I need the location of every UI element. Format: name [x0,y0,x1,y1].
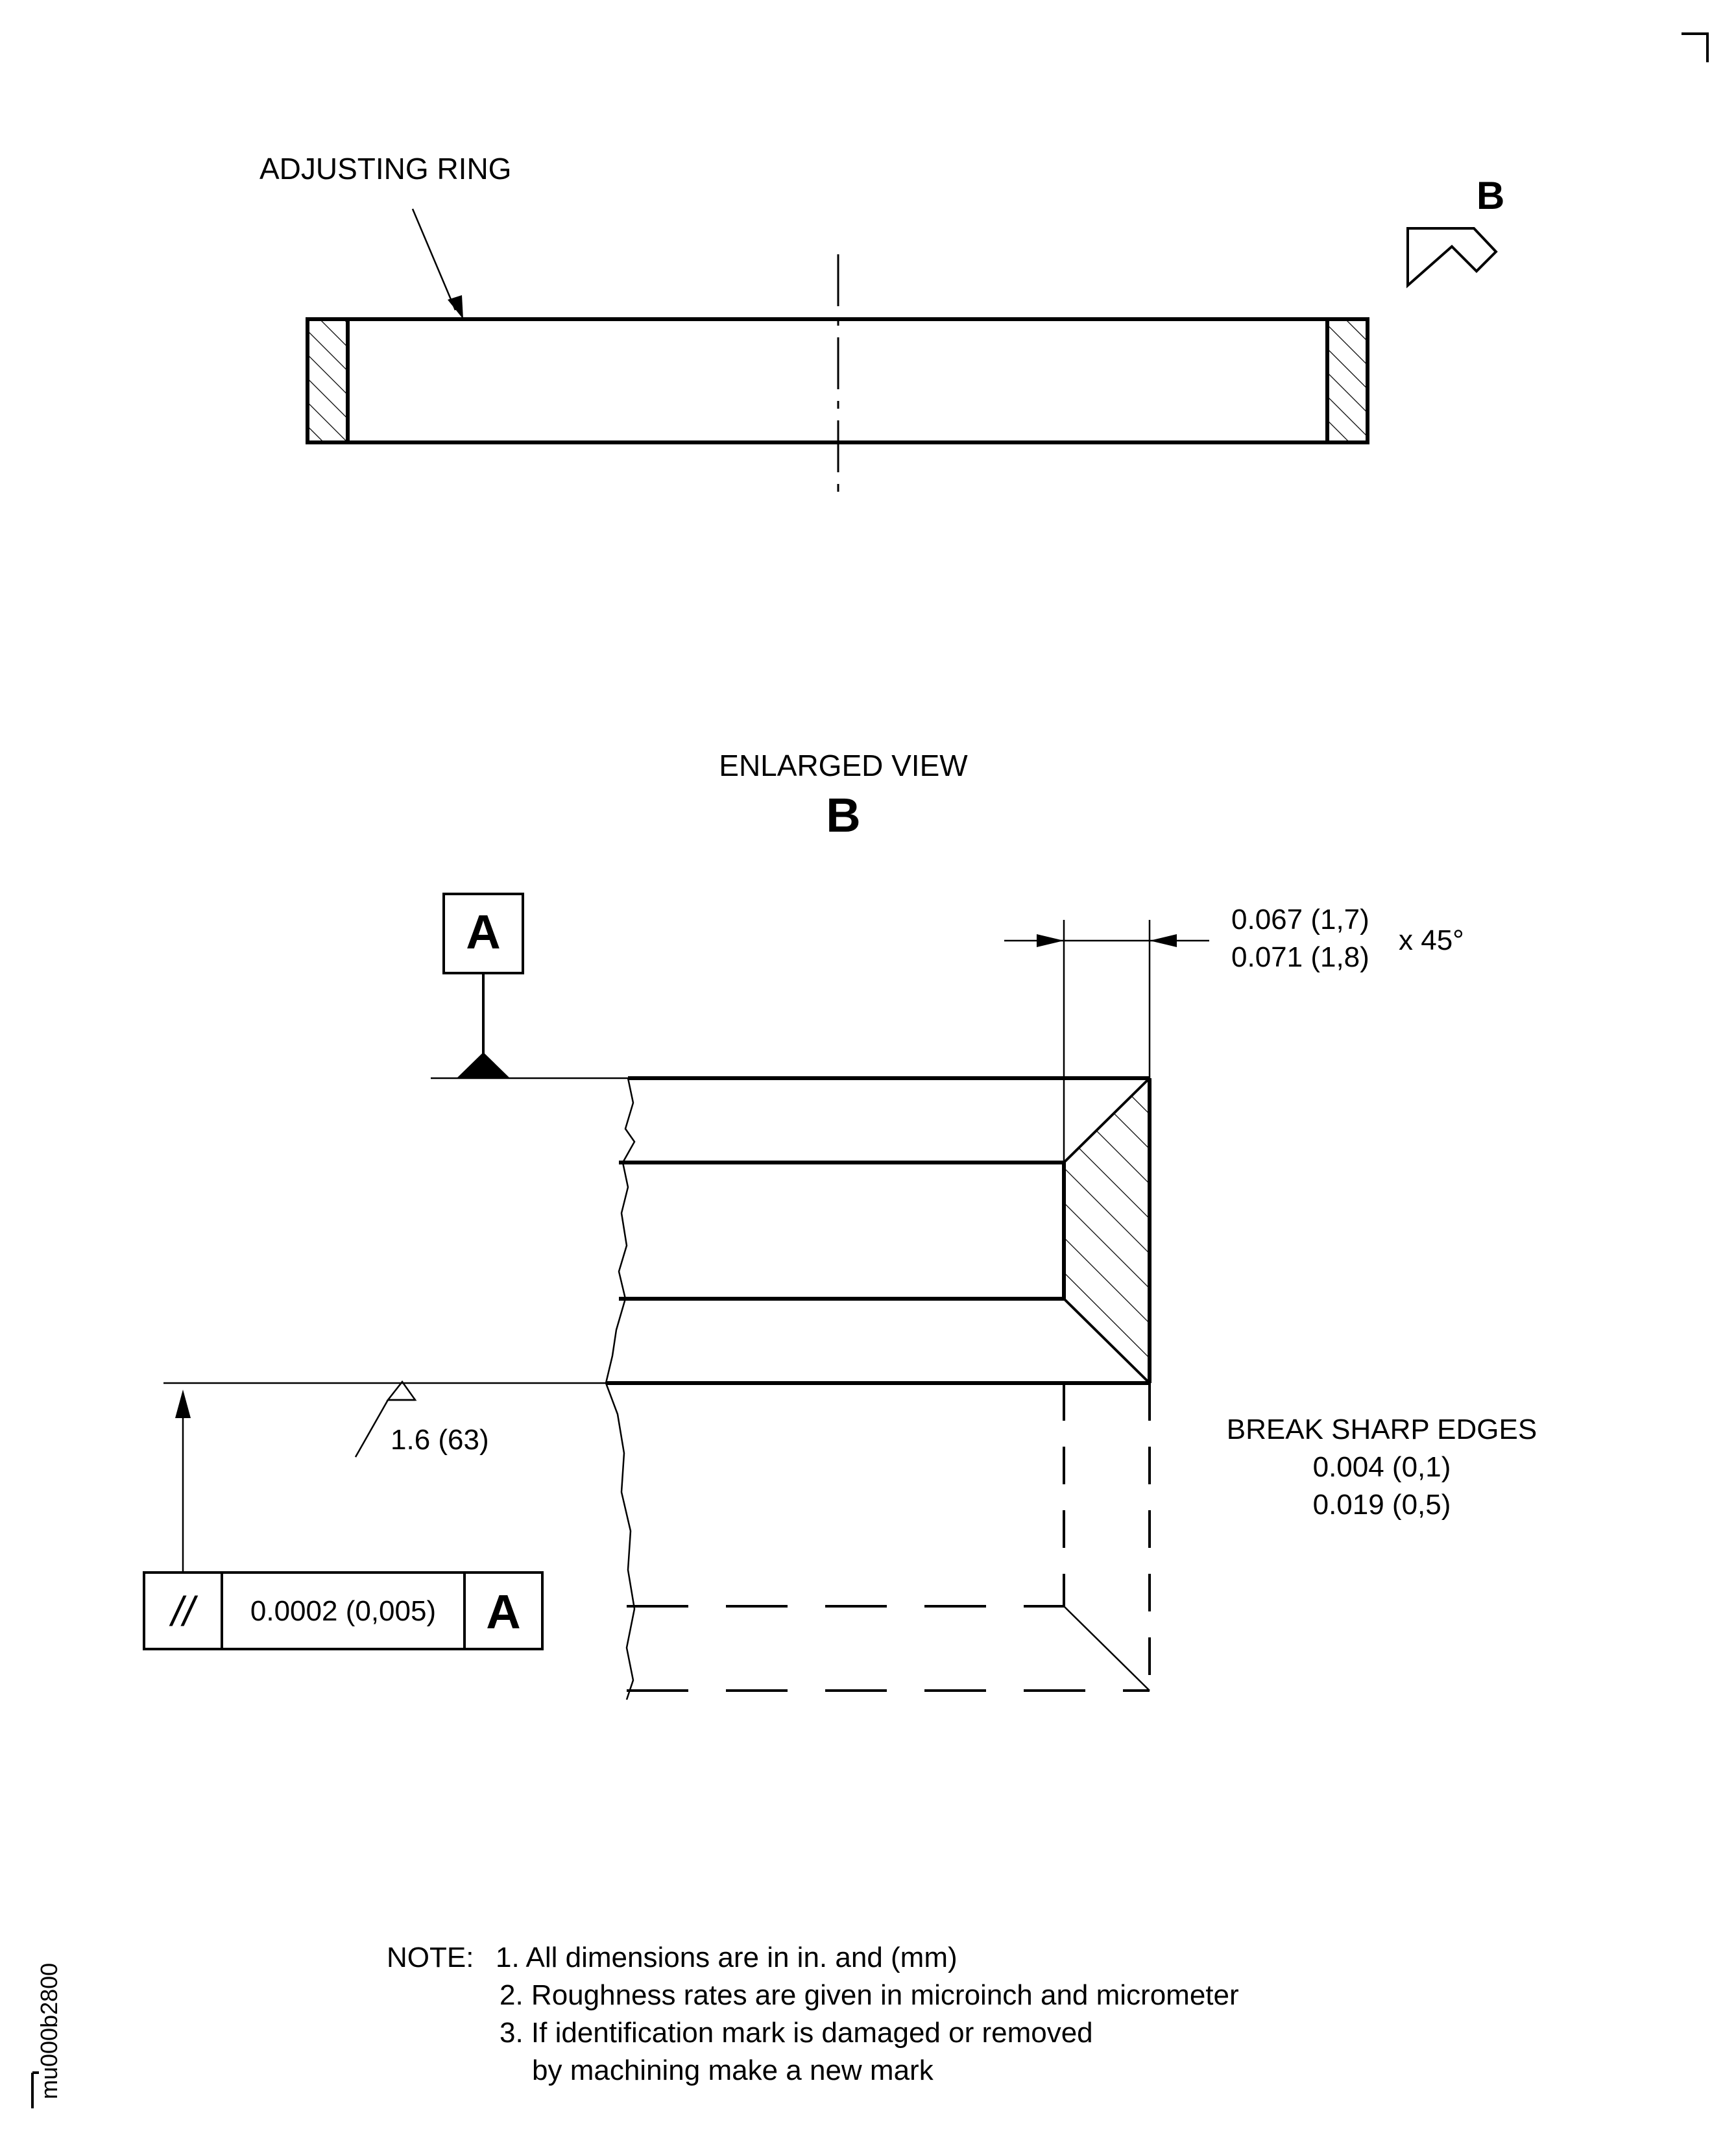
enlarged-view-title: ENLARGED VIEW [719,749,968,782]
note-item: 3. If identification mark is damaged or removed [500,2017,1093,2049]
note-item: 2. Roughness rates are given in microinch and micrometer [500,1979,1239,2011]
chamfer-angle: x 45° [1399,924,1464,956]
parallelism-symbol-icon: // [171,1588,195,1635]
enlarged-view-letter: B [826,788,861,842]
datum-triangle-icon [457,1052,510,1078]
view-arrow-icon [1408,228,1496,285]
figure-id: mu000b2800 [36,1962,62,2099]
break-edges-line-1: 0.004 (0,1) [1312,1451,1451,1483]
tolerance-datum: A [486,1585,521,1639]
chamfer-line-1: 0.067 (1,7) [1231,904,1369,935]
note-item: by machining make a new mark [532,2055,934,2086]
roughness-value: 1.6 (63) [391,1424,489,1456]
leader-arrow [413,209,463,319]
note-item: 1. All dimensions are in in. and (mm) [496,1942,958,1973]
notes-prefix: NOTE: [387,1942,474,1973]
break-edges-title: BREAK SHARP EDGES [1226,1414,1537,1445]
tolerance-value: 0.0002 (0,005) [250,1595,437,1627]
corner-mark-top-right [1682,34,1707,62]
ring-hatch-right [1327,319,1368,442]
chamfer-hatch [1064,1078,1150,1383]
part-label: ADJUSTING RING [259,152,512,186]
enlarged-view [144,749,1537,1700]
datum-letter: A [466,905,501,959]
break-edges-line-2: 0.019 (0,5) [1312,1489,1451,1521]
tolerance-frame [144,1573,542,1649]
view-callout-letter: B [1477,174,1505,217]
break-line-lower [606,1383,634,1700]
notes-block [387,1942,1239,2086]
break-line-upper [606,1078,634,1383]
ring-section-view [259,152,1504,496]
datum-a-feature [444,894,523,1078]
parallelism-leader [163,1383,606,1573]
ring-hatch-left [307,319,348,442]
chamfer-line-2: 0.071 (1,8) [1231,941,1369,973]
